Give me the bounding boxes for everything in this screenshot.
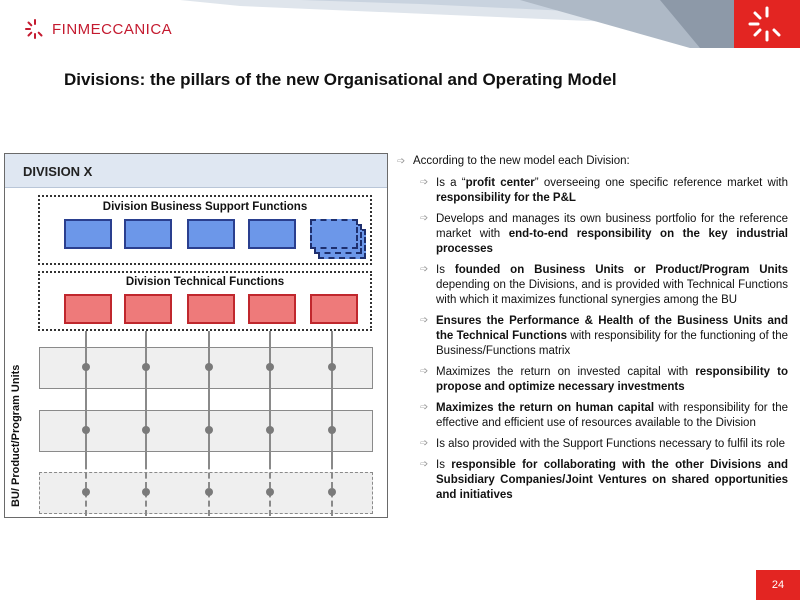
matrix-node-dot <box>328 363 336 371</box>
matrix-node-dot <box>328 488 336 496</box>
support-functions-group <box>38 195 372 265</box>
support-function-stack-front <box>310 219 358 249</box>
bullet-text-run: ” overseeing one specific reference market with <box>534 177 788 189</box>
bullet-item <box>420 437 788 452</box>
bullet-text-run: with responsibility for the effective and efficient use of resources available to the Division <box>436 402 789 429</box>
bullet-text-bold: end-to-end responsibility on the key industrial processes <box>436 228 788 255</box>
matrix-connector-dashed <box>269 454 271 516</box>
page-number: 24 <box>756 570 800 600</box>
arrow-bullet-icon: ➩ <box>420 438 429 449</box>
arrow-bullet-icon: ➩ <box>420 213 429 224</box>
division-header <box>5 154 387 188</box>
arrow-bullet-icon: ➩ <box>420 264 429 275</box>
bullet-text <box>436 314 788 359</box>
bullet-item <box>420 458 788 503</box>
bullet-text-bold: responsible for collaborating with the other Divisions and Subsidiary Companies/Joint Ventures on shared opportunities and initiatives <box>436 459 788 501</box>
arrow-bullet-icon: ➩ <box>420 459 429 470</box>
bullet-text <box>436 437 788 452</box>
technical-function-box <box>310 294 358 324</box>
page-title: Divisions: the pillars of the new Organisational and Operating Model <box>64 70 617 89</box>
bullet-text-run: Is a “ <box>436 177 466 189</box>
arrow-bullet-icon: ➩ <box>420 177 429 188</box>
bullet-text-bold: responsibility to propose and optimize necessary investments <box>436 366 788 393</box>
logo-text: FINMECCANICA <box>52 20 173 38</box>
corner-star-icon <box>744 2 790 46</box>
matrix-connector-dashed <box>85 454 87 516</box>
matrix-node-dot <box>266 426 274 434</box>
matrix-node-dot <box>82 426 90 434</box>
arrow-bullet-icon: ➩ <box>397 156 406 167</box>
technical-function-box <box>187 294 235 324</box>
bullet-text <box>436 212 788 257</box>
matrix-node-dot <box>205 363 213 371</box>
matrix-connector-dashed <box>208 454 210 516</box>
bullet-text-run: depending on the Divisions, and is provided with Technical Functions with which it maximizes functional synergies among the BU <box>436 279 788 306</box>
matrix-node-dot <box>328 426 336 434</box>
matrix-connector-line <box>269 322 271 467</box>
bullet-text-run: Is <box>436 459 452 471</box>
bullet-text-run: Maximizes the return on invested capital with <box>436 366 696 378</box>
division-diagram <box>4 153 388 518</box>
matrix-connector-line <box>208 322 210 467</box>
responsibility-list <box>420 176 788 509</box>
bullet-text-bold: founded on Business Units or Product/Program Units <box>454 264 788 276</box>
matrix-node-dot <box>266 488 274 496</box>
matrix-connector-line <box>85 322 87 467</box>
matrix-connector-dashed <box>331 454 333 516</box>
bullet-item <box>420 212 788 257</box>
support-function-box <box>124 219 172 249</box>
support-function-box <box>187 219 235 249</box>
bullet-text-run: Develops and manages its own business portfolio for the reference market with <box>436 213 788 240</box>
bullet-item <box>420 263 788 308</box>
support-functions-label: Division Business Support Functions <box>102 201 308 213</box>
matrix-connector-line <box>145 322 147 467</box>
bullet-text <box>436 176 788 206</box>
matrix-node-dot <box>142 363 150 371</box>
bullet-item <box>420 176 788 206</box>
technical-functions-label: Division Technical Functions <box>125 276 285 288</box>
bullet-text <box>436 401 788 431</box>
technical-function-box <box>124 294 172 324</box>
bullet-text-run: Is also provided with the Support Functions necessary to fulfil its role <box>436 438 786 450</box>
matrix-node-dot <box>82 363 90 371</box>
matrix-node-dot <box>266 363 274 371</box>
bullet-text-bold: Maximizes the return on human capital <box>436 402 655 414</box>
corner-brand-mark <box>734 0 800 48</box>
matrix-node-dot <box>142 488 150 496</box>
bullet-text-bold: responsibility for the P&L <box>436 192 576 204</box>
finmeccanica-logo <box>24 18 172 40</box>
bullet-item <box>420 314 788 359</box>
bullet-text-run: Is <box>436 264 455 276</box>
bullet-text-bold: profit center <box>465 177 535 189</box>
bullet-item <box>420 401 788 431</box>
arrow-bullet-icon: ➩ <box>420 366 429 377</box>
matrix-node-dot <box>205 426 213 434</box>
matrix-connector-line <box>331 322 333 467</box>
technical-functions-group <box>38 271 372 331</box>
bullet-text <box>436 365 788 395</box>
support-function-box <box>248 219 296 249</box>
bullet-text <box>436 458 788 503</box>
matrix-connector-dashed <box>145 454 147 516</box>
bullet-text <box>436 263 788 308</box>
bullet-text-bold: Ensures the Performance & Health of the Business Units and the Technical Functions <box>436 315 788 342</box>
technical-function-box <box>64 294 112 324</box>
bullet-item <box>420 365 788 395</box>
arrow-bullet-icon: ➩ <box>420 315 429 326</box>
intro-text: According to the new model each Division: <box>413 155 630 167</box>
finmeccanica-logo-icon <box>24 18 46 40</box>
support-function-box <box>64 219 112 249</box>
matrix-node-dot <box>82 488 90 496</box>
intro-line <box>397 155 787 169</box>
arrow-bullet-icon: ➩ <box>420 402 429 413</box>
matrix-node-dot <box>142 426 150 434</box>
technical-function-box <box>248 294 296 324</box>
division-title: DIVISION X <box>23 164 93 179</box>
matrix-node-dot <box>205 488 213 496</box>
bullet-text-run: with responsibility for the functioning of the Business/Functions matrix <box>436 330 788 357</box>
bu-axis-label: BU/ Product/Program Units <box>10 364 22 507</box>
